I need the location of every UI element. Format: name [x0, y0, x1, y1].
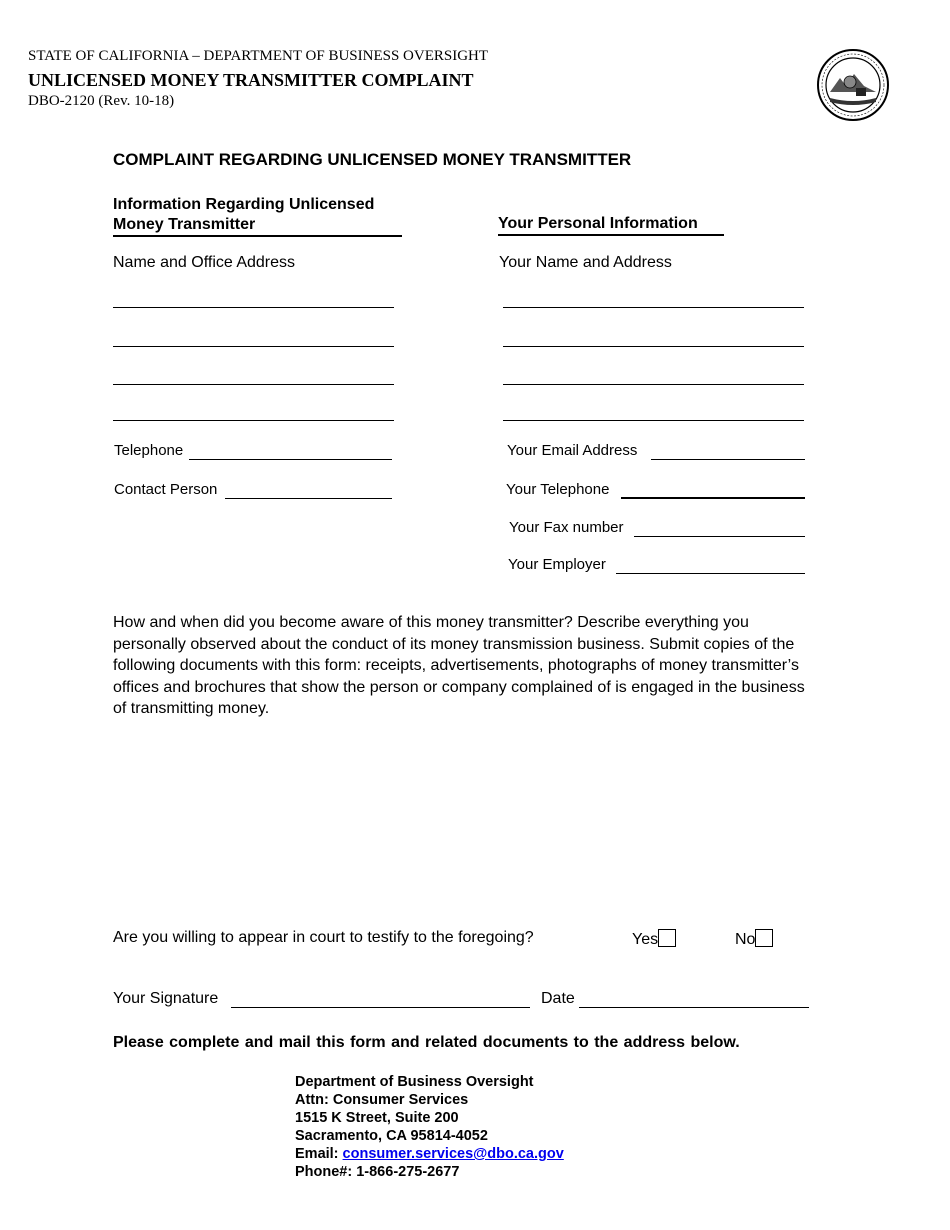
email-link[interactable]: consumer.services@dbo.ca.gov	[342, 1146, 564, 1162]
mailing-address	[295, 1073, 564, 1181]
testify-no-checkbox[interactable]	[755, 929, 773, 947]
testify-question: Are you willing to appear in court to testify to the foregoing?	[113, 929, 534, 946]
contact-person-field[interactable]	[225, 498, 392, 499]
testify-yes-label: Yes	[632, 931, 659, 948]
transmitter-telephone-label: Telephone	[114, 442, 184, 459]
form-number: DBO-2120 (Rev. 10-18)	[28, 93, 175, 109]
signature-field[interactable]	[231, 1007, 530, 1008]
transmitter-address-line-3[interactable]	[113, 384, 394, 385]
date-label: Date	[541, 990, 575, 1007]
your-address-line-3[interactable]	[503, 384, 804, 385]
your-telephone-label: Your Telephone	[506, 481, 610, 498]
your-employer-field[interactable]	[616, 573, 805, 574]
your-address-line-1[interactable]	[503, 307, 804, 308]
transmitter-name-address-label: Name and Office Address	[113, 254, 296, 271]
transmitter-address-line-4[interactable]	[113, 420, 394, 421]
address-phone: Phone#: 1-866-275-2677	[295, 1164, 460, 1180]
address-line-3: 1515 K Street, Suite 200	[295, 1110, 459, 1126]
transmitter-telephone-field[interactable]	[189, 459, 392, 460]
right-column-heading: Your Personal Information	[498, 214, 724, 236]
mailing-instruction: Please complete and mail this form and related documents to the address below.	[113, 1034, 740, 1051]
your-address-line-4[interactable]	[503, 420, 804, 421]
testify-no-option[interactable]	[735, 929, 773, 949]
description-instructions: How and when did you become aware of this money transmitter? Describe everything you personally observed about the conduct of its money transmission business. Submit copies of the following documents with this form: receipts, advertisements, photographs of money transmitter’s offices and brochures that show the person or company complained of is engaged in the business of transmitting money.	[113, 614, 805, 717]
transmitter-address-line-1[interactable]	[113, 307, 394, 308]
testify-yes-option[interactable]	[632, 929, 676, 949]
your-address-line-2[interactable]	[503, 346, 804, 347]
your-email-label: Your Email Address	[507, 442, 638, 459]
page-title: COMPLAINT REGARDING UNLICENSED MONEY TRANSMITTER	[113, 150, 632, 169]
left-column-heading	[113, 195, 402, 237]
form-title: UNLICENSED MONEY TRANSMITTER COMPLAINT	[28, 70, 474, 90]
your-name-address-label: Your Name and Address	[499, 254, 672, 271]
address-line-1: Department of Business Oversight	[295, 1074, 534, 1090]
your-telephone-field[interactable]	[621, 497, 805, 499]
testify-yes-checkbox[interactable]	[658, 929, 676, 947]
left-heading-line1: Information Regarding Unlicensed	[113, 196, 375, 213]
california-seal-icon	[816, 48, 890, 122]
date-field[interactable]	[579, 1007, 809, 1008]
your-fax-label: Your Fax number	[509, 519, 624, 536]
agency-name: STATE OF CALIFORNIA – DEPARTMENT OF BUSINESS OVERSIGHT	[28, 48, 489, 64]
your-email-field[interactable]	[651, 459, 805, 460]
address-line-4: Sacramento, CA 95814-4052	[295, 1128, 488, 1144]
address-email-row	[295, 1145, 564, 1163]
contact-person-label: Contact Person	[114, 481, 218, 498]
left-heading-line2: Money Transmitter	[113, 216, 256, 233]
signature-label: Your Signature	[113, 990, 219, 1007]
testify-no-label: No	[735, 931, 756, 948]
email-label: Email:	[295, 1146, 339, 1162]
your-employer-label: Your Employer	[508, 556, 606, 573]
your-fax-field[interactable]	[634, 536, 805, 537]
transmitter-address-line-2[interactable]	[113, 346, 394, 347]
address-line-2: Attn: Consumer Services	[295, 1092, 469, 1108]
description-response-area[interactable]	[113, 728, 813, 908]
